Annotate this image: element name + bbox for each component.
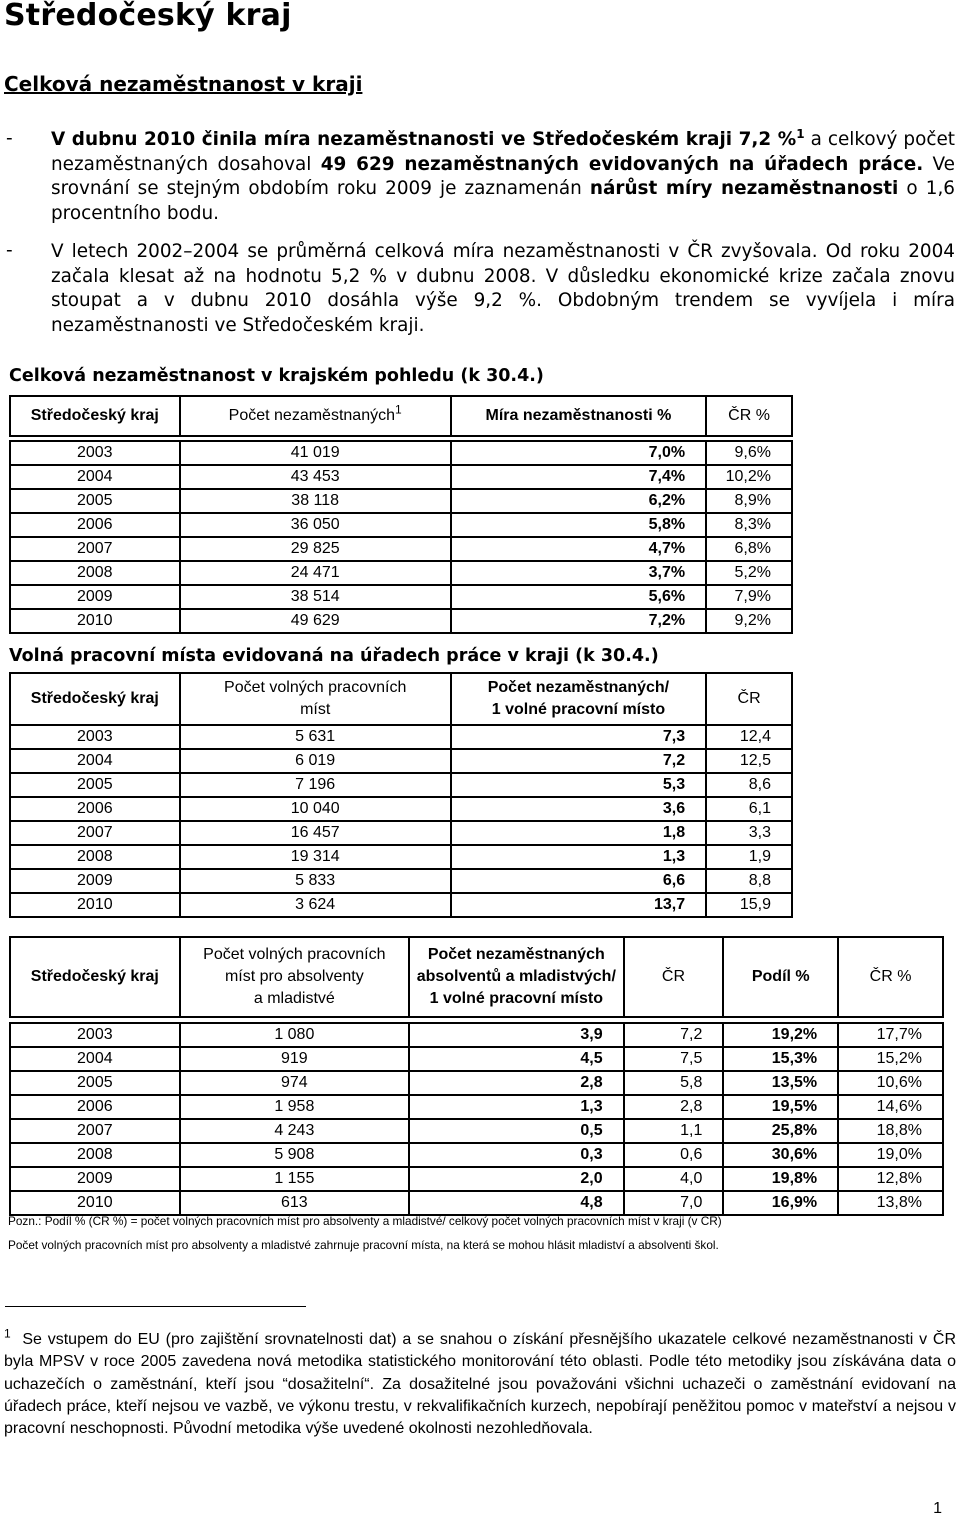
table-cell: 24 471	[180, 561, 451, 585]
table-cell: 4 243	[180, 1119, 409, 1143]
table-cell: 2009	[10, 1167, 180, 1191]
table-cell: 2004	[10, 465, 180, 489]
table-cell: 6,6	[451, 869, 706, 893]
table-cell: 6 019	[180, 749, 451, 773]
table-cell: 2010	[10, 1191, 180, 1215]
table-cell: 7,4%	[451, 465, 706, 489]
table-cell: 2006	[10, 1095, 180, 1119]
bullet-dash: -	[6, 128, 13, 149]
table-cell: 10 040	[180, 797, 451, 821]
table-cell: 25,8%	[723, 1119, 838, 1143]
table-cell: 9,6%	[706, 441, 792, 465]
table-cell: 10,2%	[706, 465, 792, 489]
table-vacancies	[9, 672, 793, 918]
table-cell: 38 118	[180, 489, 451, 513]
header-vacancies-graduates	[180, 937, 409, 1017]
table-cell: 1,9	[706, 845, 792, 869]
table-cell: 3,3	[706, 821, 792, 845]
table-row	[10, 441, 792, 465]
table-row	[10, 1191, 943, 1215]
table-cell: 14,6%	[838, 1095, 943, 1119]
table-cell: 4,7%	[451, 537, 706, 561]
table-row	[10, 561, 792, 585]
table-cell: 18,8%	[838, 1119, 943, 1143]
table-cell: 8,3%	[706, 513, 792, 537]
table-cell: 2,8	[409, 1071, 624, 1095]
table-cell: 17,7%	[838, 1023, 943, 1047]
table-cell: 6,8%	[706, 537, 792, 561]
header-vac-line2: míst pro absolventy	[224, 968, 364, 985]
table-cell: 2007	[10, 821, 180, 845]
table-cell: 5,3	[451, 773, 706, 797]
header-ratio-line1: Počet nezaměstnaných/	[487, 679, 670, 696]
bullet1-bold-a: V dubnu 2010 činila míra nezaměstnanosti ve Středočeském kraji 7,2 %	[51, 129, 797, 150]
table-cell: 2010	[10, 609, 180, 633]
header-ratio-line1: Počet nezaměstnaných	[427, 946, 605, 963]
table-row	[10, 797, 792, 821]
table-cell: 5,6%	[451, 585, 706, 609]
table-cell: 613	[180, 1191, 409, 1215]
table-cell: 16 457	[180, 821, 451, 845]
table-cell: 4,0	[624, 1167, 724, 1191]
header-cr: ČR	[624, 937, 724, 1017]
table-cell: 2007	[10, 537, 180, 561]
table-cell: 4,5	[409, 1047, 624, 1071]
header-cr-pct: ČR %	[838, 937, 943, 1017]
table-cell: 2,0	[409, 1167, 624, 1191]
table-cell: 43 453	[180, 465, 451, 489]
table-cell: 7,9%	[706, 585, 792, 609]
table-cell: 1 080	[180, 1023, 409, 1047]
table-cell: 12,4	[706, 725, 792, 749]
table-cell: 5 908	[180, 1143, 409, 1167]
table-cell: 974	[180, 1071, 409, 1095]
table-row	[10, 537, 792, 561]
table-row	[10, 749, 792, 773]
table-cell: 19,5%	[723, 1095, 838, 1119]
table-cell: 3,6	[451, 797, 706, 821]
section-heading: Celková nezaměstnanost v kraji	[4, 72, 363, 96]
header-vacancies-line2: míst	[300, 701, 331, 718]
header-cr: ČR	[706, 673, 792, 725]
table-cell: 2005	[10, 1071, 180, 1095]
bullet1-text-b: a celkový počet nezaměstnaných dosahoval	[51, 129, 955, 175]
footnote-ref: 1	[796, 126, 805, 141]
table-cell: 7,2	[451, 749, 706, 773]
table-cell: 2008	[10, 1143, 180, 1167]
table-cell: 1,1	[624, 1119, 724, 1143]
footnote	[4, 1326, 956, 1440]
bullet-dash: -	[6, 240, 13, 261]
header-vac-line3: a mladistvé	[253, 990, 335, 1007]
table-cell: 2004	[10, 1047, 180, 1071]
table-cell: 16,9%	[723, 1191, 838, 1215]
table-cell: 36 050	[180, 513, 451, 537]
table2-caption: Volná pracovní místa evidovaná na úřadech práce v kraji (k 30.4.)	[9, 646, 659, 666]
table1-caption: Celková nezaměstnanost v krajském pohledu (k 30.4.)	[9, 366, 544, 386]
table-cell: 0,3	[409, 1143, 624, 1167]
table-cell: 7,2	[624, 1023, 724, 1047]
table-cell: 2003	[10, 725, 180, 749]
table-unemployment	[9, 395, 793, 634]
table-cell: 6,2%	[451, 489, 706, 513]
note-share: Pozn.: Podíl % (ČR %) = počet volných pracovních míst pro absolventy a mladistvé/ celkový počet volných pracovních míst v kraji (v ČR)	[8, 1214, 722, 1228]
header-ratio-line2: 1 volné pracovní místo	[491, 701, 666, 718]
header-vacancies-line1: Počet volných pracovních	[224, 679, 407, 696]
table-row	[10, 1023, 943, 1047]
header-ratio-line2: absolventů a mladistvých/	[416, 968, 616, 985]
bullet1-bold-e: nárůst míry nezaměstnanosti	[589, 178, 899, 199]
table-cell: 1,3	[451, 845, 706, 869]
table-cell: 7 196	[180, 773, 451, 797]
table-cell: 19,8%	[723, 1167, 838, 1191]
table-cell: 9,2%	[706, 609, 792, 633]
table-cell: 5 631	[180, 725, 451, 749]
table-cell: 7,3	[451, 725, 706, 749]
footnote-text: Se vstupem do EU (pro zajištění srovnatelnosti dat) a se snahou o získání přesnějšího ukazatele celkové nezaměstnanosti v ČR byla MPSV v roce 2005 zavedena nová metodika statistického monitorování této oblasti. Podle této metodiky jsou získávána data o uchazečích o zaměstnání, kteří jsou “dosažitelní“. Za dosažitelné jsou považováni všichni uchazeči o zaměstnání evidovaní na úřadech práce, kteří nejsou ve vazbě, ve výkonu trestu, v rekvalifikačních kurzech, nepobírají peněžitou pomoc v mateřství a nejsou v pracovní neschopnosti. Původní metodika výše uvedené okolnosti nezohledňovala.	[4, 1331, 956, 1438]
table-cell: 29 825	[180, 537, 451, 561]
table-cell: 2,8	[624, 1095, 724, 1119]
table-cell: 8,8	[706, 869, 792, 893]
header-ratio-graduates	[409, 937, 624, 1017]
table-cell: 2009	[10, 585, 180, 609]
table-cell: 5,2%	[706, 561, 792, 585]
table-cell: 8,6	[706, 773, 792, 797]
table-cell: 5,8%	[451, 513, 706, 537]
header-count-label: Počet nezaměstnaných	[228, 407, 395, 424]
table-row	[10, 1119, 943, 1143]
table-cell: 2008	[10, 561, 180, 585]
table-cell: 41 019	[180, 441, 451, 465]
table-cell: 1,3	[409, 1095, 624, 1119]
bullet1-bold-c: 49 629 nezaměstnaných evidovaných na úřadech práce.	[320, 153, 924, 175]
table-cell: 0,5	[409, 1119, 624, 1143]
table-cell: 2006	[10, 797, 180, 821]
table-row	[10, 513, 792, 537]
header-share: Podíl %	[723, 937, 838, 1017]
header-ratio	[451, 673, 706, 725]
note-vacancies: Počet volných pracovních míst pro absolventy a mladistvé zahrnuje pracovní místa, na která se mohou hlásit mladiství a absolventi škol.	[8, 1238, 719, 1252]
bullet1-text-f: o 1,6 procentního bodu.	[51, 178, 955, 224]
table-cell: 10,6%	[838, 1071, 943, 1095]
table-cell: 5 833	[180, 869, 451, 893]
table-cell: 19,2%	[723, 1023, 838, 1047]
table-cell: 2009	[10, 869, 180, 893]
footnote-divider	[5, 1306, 306, 1307]
table-cell: 13,8%	[838, 1191, 943, 1215]
bullet-paragraph-1	[51, 128, 955, 226]
footnote-ref: 1	[395, 402, 402, 417]
bullet-paragraph-2: V letech 2002–2004 se průměrná celková míra nezaměstnanosti v ČR zvyšovala. Od roku 2004 začala klesat až na hodnotu 5,2 % v dubnu 2008. V důsledku ekonomické krize začala znovu stoupat a v dubnu 2010 dosáhla výše 9,2 %. Obdobným trendem se vyvíjela i míra nezaměstnanosti ve Středočeském kraji.	[51, 241, 955, 336]
table-cell: 1,8	[451, 821, 706, 845]
header-rate: Míra nezaměstnanosti %	[451, 396, 706, 436]
table-cell: 13,5%	[723, 1071, 838, 1095]
table-row	[10, 465, 792, 489]
table-row	[10, 773, 792, 797]
table-cell: 2004	[10, 749, 180, 773]
table-cell: 15,3%	[723, 1047, 838, 1071]
table-row	[10, 1071, 943, 1095]
table-cell: 7,0	[624, 1191, 724, 1215]
table-cell: 1 958	[180, 1095, 409, 1119]
table-cell: 7,0%	[451, 441, 706, 465]
header-cr: ČR %	[706, 396, 792, 436]
header-region: Středočeský kraj	[10, 673, 180, 725]
table-cell: 30,6%	[723, 1143, 838, 1167]
table-cell: 2006	[10, 513, 180, 537]
header-ratio-line3: 1 volné pracovní místo	[429, 990, 603, 1007]
table-row	[10, 1047, 943, 1071]
bullet1-text-d: Ve srovnání se stejným obdobím roku 2009 je zaznamenán	[51, 153, 955, 199]
table-cell: 3,9	[409, 1023, 624, 1047]
table-row	[10, 725, 792, 749]
table-cell: 2003	[10, 1023, 180, 1047]
header-vac-line1: Počet volných pracovních	[203, 946, 386, 963]
table-cell: 1 155	[180, 1167, 409, 1191]
table-cell: 7,5	[624, 1047, 724, 1071]
table-row	[10, 893, 792, 917]
table-cell: 2008	[10, 845, 180, 869]
table-cell: 919	[180, 1047, 409, 1071]
table-cell: 2010	[10, 893, 180, 917]
table-cell: 2007	[10, 1119, 180, 1143]
table-cell: 2005	[10, 773, 180, 797]
header-region: Středočeský kraj	[10, 937, 180, 1017]
table-row	[10, 1095, 943, 1119]
header-region: Středočeský kraj	[10, 396, 180, 436]
table-cell: 12,8%	[838, 1167, 943, 1191]
table-cell: 5,8	[624, 1071, 724, 1095]
table-cell: 7,2%	[451, 609, 706, 633]
footnote-mark: 1	[4, 1326, 11, 1341]
table-row	[10, 489, 792, 513]
table-cell: 3,7%	[451, 561, 706, 585]
table-row	[10, 1167, 943, 1191]
table-cell: 49 629	[180, 609, 451, 633]
table-cell: 12,5	[706, 749, 792, 773]
page-number: 1	[933, 1500, 942, 1517]
table-cell: 4,8	[409, 1191, 624, 1215]
table-cell: 38 514	[180, 585, 451, 609]
table-row	[10, 845, 792, 869]
table-row	[10, 609, 792, 633]
table-cell: 19,0%	[838, 1143, 943, 1167]
table-graduates	[9, 936, 944, 1216]
table-cell: 3 624	[180, 893, 451, 917]
header-vacancies	[180, 673, 451, 725]
table-row	[10, 869, 792, 893]
table-row	[10, 821, 792, 845]
header-count	[180, 396, 451, 436]
page-title: Středočeský kraj	[4, 0, 292, 33]
table-cell: 2003	[10, 441, 180, 465]
table-row	[10, 1143, 943, 1167]
table-row	[10, 585, 792, 609]
table-cell: 13,7	[451, 893, 706, 917]
table-cell: 6,1	[706, 797, 792, 821]
table-cell: 19 314	[180, 845, 451, 869]
table-cell: 0,6	[624, 1143, 724, 1167]
table-cell: 15,2%	[838, 1047, 943, 1071]
table-cell: 2005	[10, 489, 180, 513]
table-cell: 8,9%	[706, 489, 792, 513]
table-cell: 15,9	[706, 893, 792, 917]
